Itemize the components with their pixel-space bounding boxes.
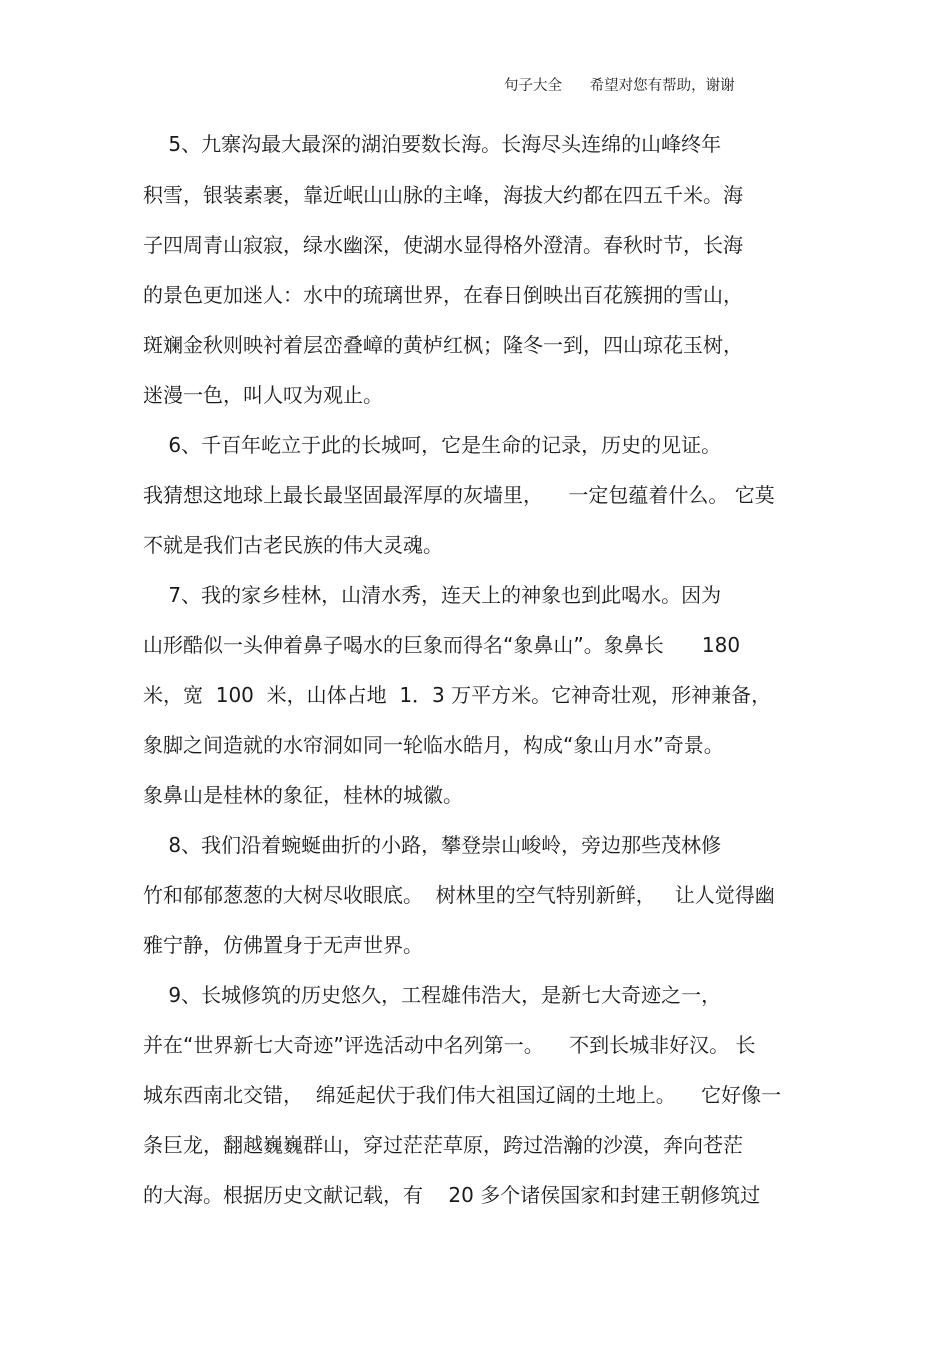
text-line: 5、九寨沟最大最深的湖泊要数长海。长海尽头连绵的山峰终年 (143, 132, 722, 156)
text-line: 的大海。根据历史文献记载，有 20 多个诸侯国家和封建王朝修筑过 (143, 1183, 761, 1207)
text-line: 并在“世界新七大奇迹”评选活动中名列第一。 不到长城非好汉。 长 (143, 1033, 756, 1057)
text-line: 9、长城修筑的历史悠久，工程雄伟浩大，是新七大奇迹之一， (143, 983, 722, 1007)
text-line: 条巨龙，翻越巍巍群山，穿过茫茫草原，跨过浩瀚的沙漠，奔向苍茫 (143, 1133, 743, 1157)
text-line: 的景色更加迷人：水中的琉璃世界，在春日倒映出百花簇拥的雪山， (143, 283, 743, 307)
text-line: 雅宁静，仿佛置身于无声世界。 (143, 933, 423, 957)
text-line: 竹和郁郁葱葱的大树尽收眼底。 树林里的空气特别新鲜， 让人觉得幽 (143, 883, 775, 907)
text-line: 6、千百年屹立于此的长城呵，它是生命的记录，历史的见证。 (143, 433, 722, 457)
text-line: 不就是我们古老民族的伟大灵魂。 (143, 533, 443, 557)
text-line: 我猜想这地球上最长最坚固最浑厚的灰墙里， 一定包蕴着什么。 它莫 (143, 483, 775, 507)
text-line: 城东西南北交错， 绵延起伏于我们伟大祖国辽阔的土地上。 它好像一 (143, 1083, 782, 1107)
text-line: 斑斓金秋则映衬着层峦叠嶂的黄栌红枫；隆冬一到，四山琼花玉树， (143, 333, 743, 357)
text-line: 象鼻山是桂林的象征，桂林的城徽。 (143, 783, 463, 807)
text-line: 积雪，银装素裹，靠近岷山山脉的主峰，海拔大约都在四五千米。海 (143, 183, 743, 207)
text-line: 象脚之间造就的水帘洞如同一轮临水皓月，构成“象山月水”奇景。 (143, 733, 724, 757)
text-line: 迷漫一色，叫人叹为观止。 (143, 383, 383, 407)
text-line: 子四周青山寂寂，绿水幽深，使湖水显得格外澄清。春秋时节，长海 (143, 233, 743, 257)
text-line: 山形酷似一头伸着鼻子喝水的巨象而得名“象鼻山”。象鼻长 180 (143, 633, 741, 657)
text-line: 米，宽 100 米，山体占地 1．3 万平方米。它神奇壮观，形神兼备， (143, 683, 772, 707)
text-line: 7、我的家乡桂林，山清水秀，连天上的神象也到此喝水。因为 (143, 583, 722, 607)
text-line: 8、我们沿着蜿蜒曲折的小路，攀登崇山峻岭，旁边那些茂林修 (143, 833, 722, 857)
page-header: 句子大全 希望对您有帮助，谢谢 (504, 78, 735, 94)
